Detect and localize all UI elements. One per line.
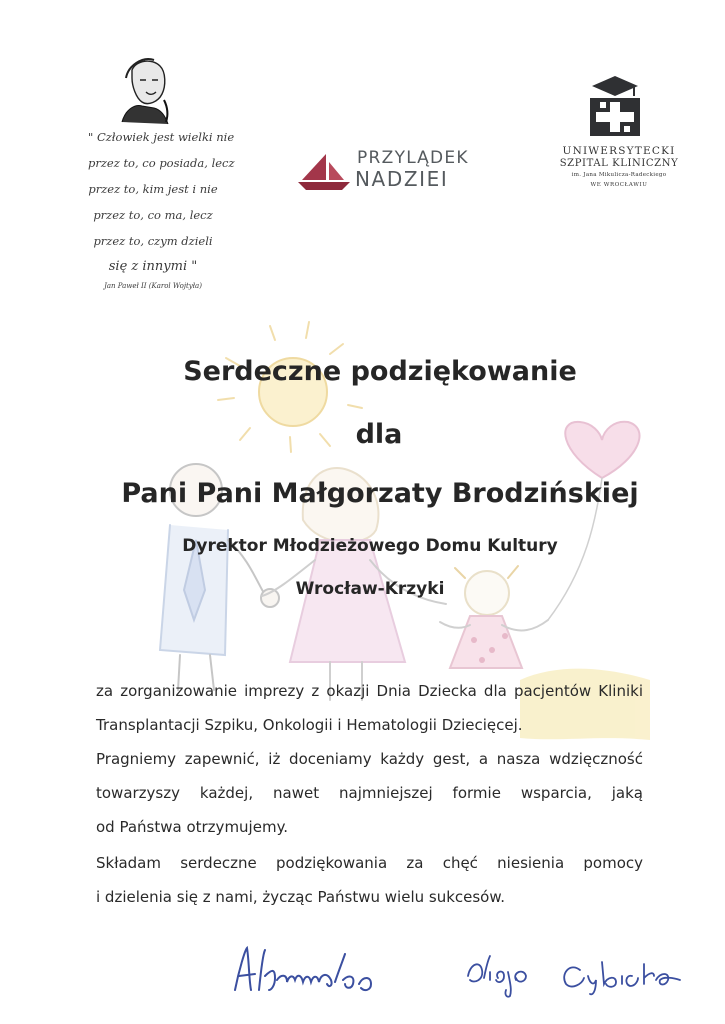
- quote-line: przez to, co posiada, lecz: [88, 156, 235, 170]
- hospital-line-4: WE WROCŁAWIU: [590, 182, 648, 188]
- page-title: Serdeczne podziękowanie: [183, 356, 577, 387]
- body-line: Pragniemy zapewnić, iż doceniamy każdy gest, a nasza wdzięczność: [96, 750, 643, 768]
- quote-line: przez to, co ma, lecz: [93, 208, 213, 222]
- quote-author: Jan Paweł II (Karol Wojtyła): [104, 282, 202, 290]
- body-line: towarzyszy każdej, nawet najmniejszej formie wsparcia, jaką: [96, 784, 643, 802]
- letter-body: [96, 682, 643, 912]
- quote-line: " Człowiek jest wielki nie: [88, 130, 235, 144]
- logo-hospital: [556, 145, 682, 190]
- heading-for: dla: [355, 419, 403, 450]
- body-line: Składam serdeczne podziękowania za chęć niesienia pomocy: [96, 854, 643, 872]
- quote-line: przez to, kim jest i nie: [88, 182, 218, 196]
- body-line: i dzielenia się z nami, życząc Państwu wielu sukcesów.: [96, 888, 506, 906]
- quote-block: [88, 124, 235, 292]
- portrait-sketch: [118, 56, 174, 126]
- logo-line-2: NADZIEI: [355, 167, 449, 191]
- logo-line-1: PRZYLĄDEK: [357, 148, 469, 168]
- hospital-line-1: UNIWERSYTECKI: [562, 145, 676, 157]
- recipient-position: Dyrektor Młodzieżowego Domu Kultury: [182, 536, 558, 556]
- recipient-place: Wrocław-Krzyki: [295, 579, 445, 599]
- logo-przyladek-nadziei: [357, 148, 469, 190]
- body-line: Transplantacji Szpiku, Onkologii i Hematologii Dziecięcej.: [96, 716, 523, 734]
- hospital-line-2: SZPITAL KLINICZNY: [559, 158, 679, 169]
- signature-2: [460, 950, 710, 1000]
- quote-line: przez to, czym dzieli: [93, 234, 213, 248]
- signature-1: [225, 940, 395, 1000]
- sailboat-icon: [296, 152, 354, 192]
- body-line: za zorganizowanie imprezy z okazji Dnia Dziecka dla pacjentów Kliniki: [96, 682, 643, 700]
- recipient-name: Pani Pani Małgorzaty Brodzińskiej: [121, 478, 639, 509]
- graduation-cap-cross-icon: [584, 72, 646, 140]
- quote-line: się z innymi ": [108, 259, 198, 274]
- hospital-line-3: im. Jana Mikulicza-Radeckiego: [571, 172, 667, 178]
- body-line: od Państwa otrzymujemy.: [96, 818, 289, 836]
